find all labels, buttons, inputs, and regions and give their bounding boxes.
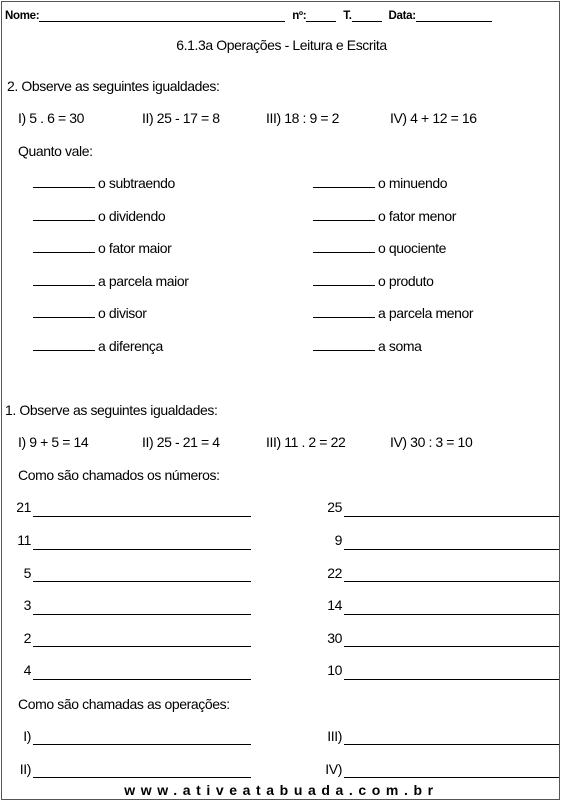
answer-line[interactable] [344, 646, 559, 647]
number-label: 10 [327, 662, 342, 678]
answer-line[interactable] [33, 777, 251, 778]
number-label: nº: [292, 10, 307, 22]
number-label: 4 [23, 662, 31, 678]
q2-left-item: o dividendo [33, 208, 165, 224]
footer-website: www.ativeatabuada.com.br [124, 782, 439, 798]
name-label: Nome: [5, 10, 40, 22]
answer-line[interactable] [344, 744, 559, 745]
answer-line[interactable] [344, 581, 559, 582]
q2-equality-1: I) 5 . 6 = 30 [18, 110, 85, 126]
class-field[interactable] [352, 21, 382, 22]
q2-left-item: a diferença [33, 338, 163, 354]
answer-line[interactable] [344, 549, 559, 550]
q2-prompt: Quanto vale: [18, 143, 93, 159]
q2-left-item: a parcela maior [33, 273, 189, 289]
number-label: 9 [334, 532, 342, 548]
number-label: 25 [327, 499, 342, 515]
q1-operations-prompt: Como são chamadas as operações: [18, 696, 230, 712]
operation-label: IV) [325, 761, 342, 777]
answer-line[interactable] [344, 516, 559, 517]
answer-line[interactable] [33, 614, 251, 615]
q2-right-item: o produto [313, 273, 434, 289]
q2-heading: 2. Observe as seguintes igualdades: [7, 78, 220, 94]
date-label: Data: [388, 10, 416, 22]
answer-blank[interactable] [33, 349, 95, 351]
number-label: 5 [23, 565, 31, 581]
answer-line[interactable] [344, 777, 559, 778]
number-label: 21 [16, 499, 31, 515]
student-header [5, 10, 492, 22]
answer-blank[interactable] [313, 349, 375, 351]
number-label: 2 [23, 630, 31, 646]
q1-equality-1: I) 9 + 5 = 14 [18, 434, 89, 450]
answer-blank[interactable] [33, 316, 95, 318]
answer-line[interactable] [33, 581, 251, 582]
answer-line[interactable] [344, 679, 559, 680]
q2-equality-2: II) 25 - 17 = 8 [142, 110, 220, 126]
q2-left-item: o fator maior [33, 240, 171, 256]
answer-blank[interactable] [313, 186, 375, 188]
date-field[interactable] [416, 21, 492, 22]
q2-equality-4: IV) 4 + 12 = 16 [390, 110, 477, 126]
q2-equality-3: III) 18 : 9 = 2 [266, 110, 339, 126]
number-label: 30 [327, 630, 342, 646]
class-label: T. [343, 10, 352, 22]
q1-numbers-prompt: Como são chamados os números: [18, 467, 220, 483]
q1-heading: 1. Observe as seguintes igualdades: [5, 402, 218, 418]
answer-line[interactable] [344, 614, 559, 615]
number-label: 14 [327, 597, 342, 613]
answer-blank[interactable] [33, 219, 95, 221]
q2-right-item: a parcela menor [313, 305, 473, 321]
answer-line[interactable] [33, 679, 251, 680]
q1-equality-2: II) 25 - 21 = 4 [142, 434, 220, 450]
q2-right-item: o fator menor [313, 208, 456, 224]
operation-label: II) [19, 761, 31, 777]
number-label: 3 [23, 597, 31, 613]
answer-line[interactable] [33, 549, 251, 550]
answer-blank[interactable] [33, 251, 95, 253]
answer-blank[interactable] [313, 251, 375, 253]
answer-line[interactable] [33, 744, 251, 745]
answer-blank[interactable] [313, 284, 375, 286]
answer-blank[interactable] [33, 284, 95, 286]
number-label: 11 [17, 532, 31, 548]
answer-blank[interactable] [313, 219, 375, 221]
number-field[interactable] [306, 21, 336, 22]
answer-line[interactable] [33, 646, 251, 647]
name-field[interactable] [39, 21, 285, 22]
q2-right-item: o minuendo [313, 175, 447, 191]
number-label: 22 [327, 565, 342, 581]
operation-label: I) [23, 728, 31, 744]
q1-equality-4: IV) 30 : 3 = 10 [390, 434, 473, 450]
answer-line[interactable] [33, 516, 251, 517]
answer-blank[interactable] [313, 316, 375, 318]
q2-left-item: o divisor [33, 305, 147, 321]
q1-equality-3: III) 11 . 2 = 22 [266, 434, 346, 450]
q2-left-item: o subtraendo [33, 175, 175, 191]
operation-label: III) [327, 728, 342, 744]
q2-right-item: a soma [313, 338, 422, 354]
answer-blank[interactable] [33, 186, 95, 188]
page-title: 6.1.3a Operações - Leitura e Escrita [176, 37, 387, 53]
q2-right-item: o quociente [313, 240, 446, 256]
